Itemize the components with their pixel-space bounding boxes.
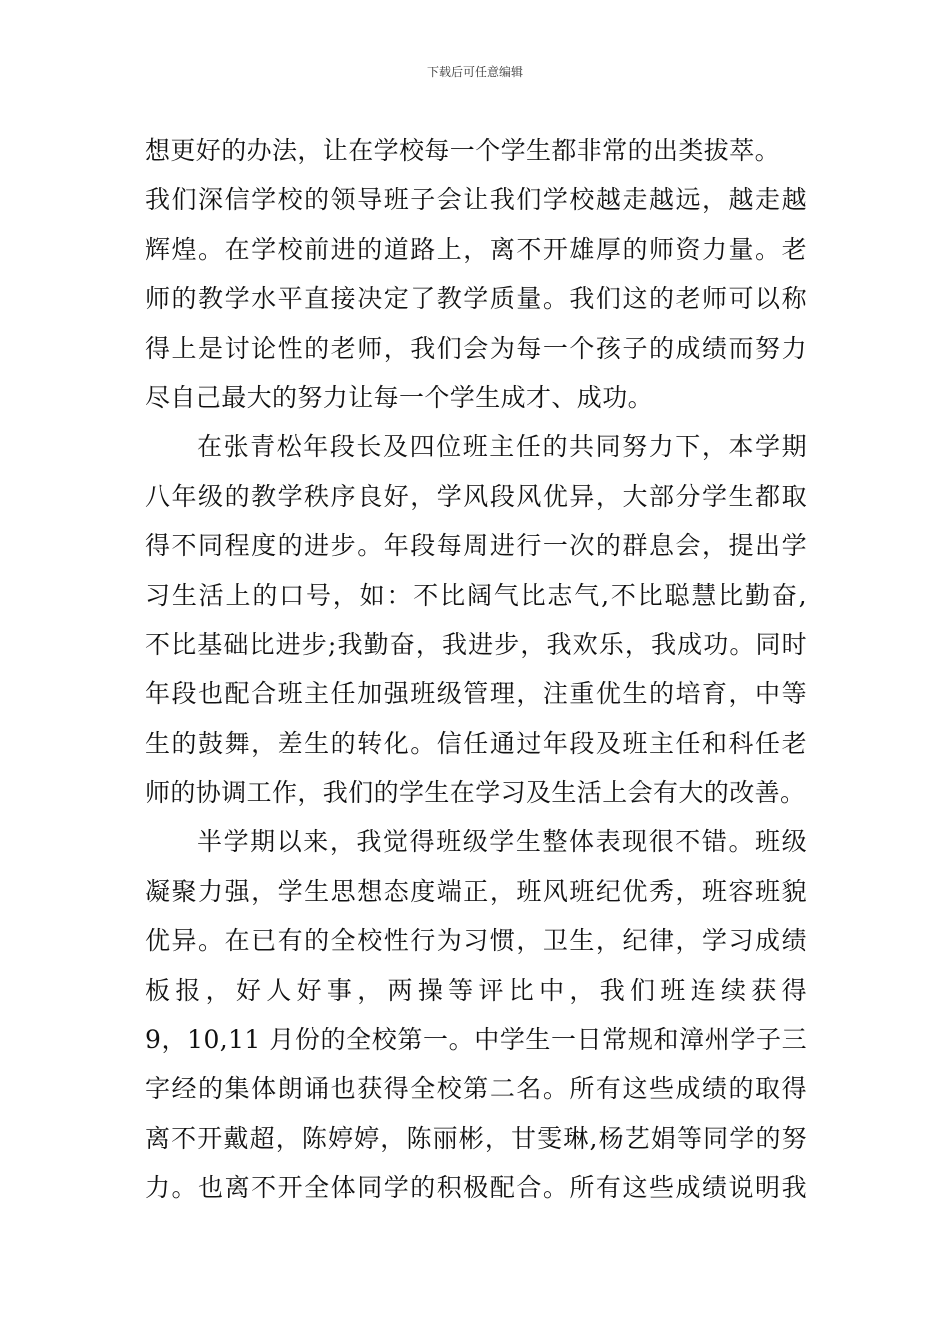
text-line: 优异。在已有的全校性行为习惯，卫生，纪律，学习成绩: [145, 926, 807, 956]
text-line: 想更好的办法，让在学校每一个学生都非常的出类拔萃。: [145, 136, 781, 165]
text-line: 字经的集体朗诵也获得全校第二名。所有这些成绩的取得: [145, 1074, 807, 1104]
text-line: 板报，好人好事，两操等评比中，我们班连续获得: [145, 975, 807, 1005]
document-body: [145, 126, 807, 1213]
text-line: 生的鼓舞，差生的转化。信任通过年段及班主任和科任老: [145, 728, 807, 758]
text-line: 不比基础比进步;我勤奋，我进步，我欢乐，我成功。同时: [145, 629, 807, 659]
text-line: 9，10,11 月份的全校第一。中学生一日常规和漳州学子三: [145, 1025, 807, 1055]
text-line: 年段也配合班主任加强班级管理，注重优生的培育，中等: [145, 679, 807, 709]
text-line: 我们深信学校的领导班子会让我们学校越走越远，越走越: [145, 185, 807, 215]
text-line: 辉煌。在学校前进的道路上，离不开雄厚的师资力量。老: [145, 234, 807, 264]
text-line: 尽自己最大的努力让每一个学生成才、成功。: [145, 382, 654, 412]
text-line: 得不同程度的进步。年段每周进行一次的群息会，提出学: [145, 531, 807, 561]
text-line: 半学期以来，我觉得班级学生整体表现很不错。班级: [197, 827, 807, 857]
text-line: 师的协调工作，我们的学生在学习及生活上会有大的改善。: [145, 778, 806, 808]
text-line: 力。也离不开全体同学的积极配合。所有这些成绩说明我: [145, 1173, 807, 1203]
text-line: 师的教学水平直接决定了教学质量。我们这的老师可以称: [145, 284, 807, 314]
text-line: 在张青松年段长及四位班主任的共同努力下，本学期: [197, 432, 807, 462]
text-line: 八年级的教学秩序良好，学风段风优异，大部分学生都取: [145, 481, 807, 511]
page-header: 下载后可任意编辑: [426, 65, 523, 79]
text-line: 离不开戴超，陈婷婷，陈丽彬，甘雯琳,杨艺娟等同学的努: [145, 1123, 807, 1153]
text-line: 习生活上的口号，如：不比阔气比志气,不比聪慧比勤奋,: [145, 580, 807, 610]
text-line: 凝聚力强，学生思想态度端正，班风班纪优秀，班容班貌: [145, 876, 807, 906]
text-line: 得上是讨论性的老师，我们会为每一个孩子的成绩而努力: [145, 333, 807, 363]
